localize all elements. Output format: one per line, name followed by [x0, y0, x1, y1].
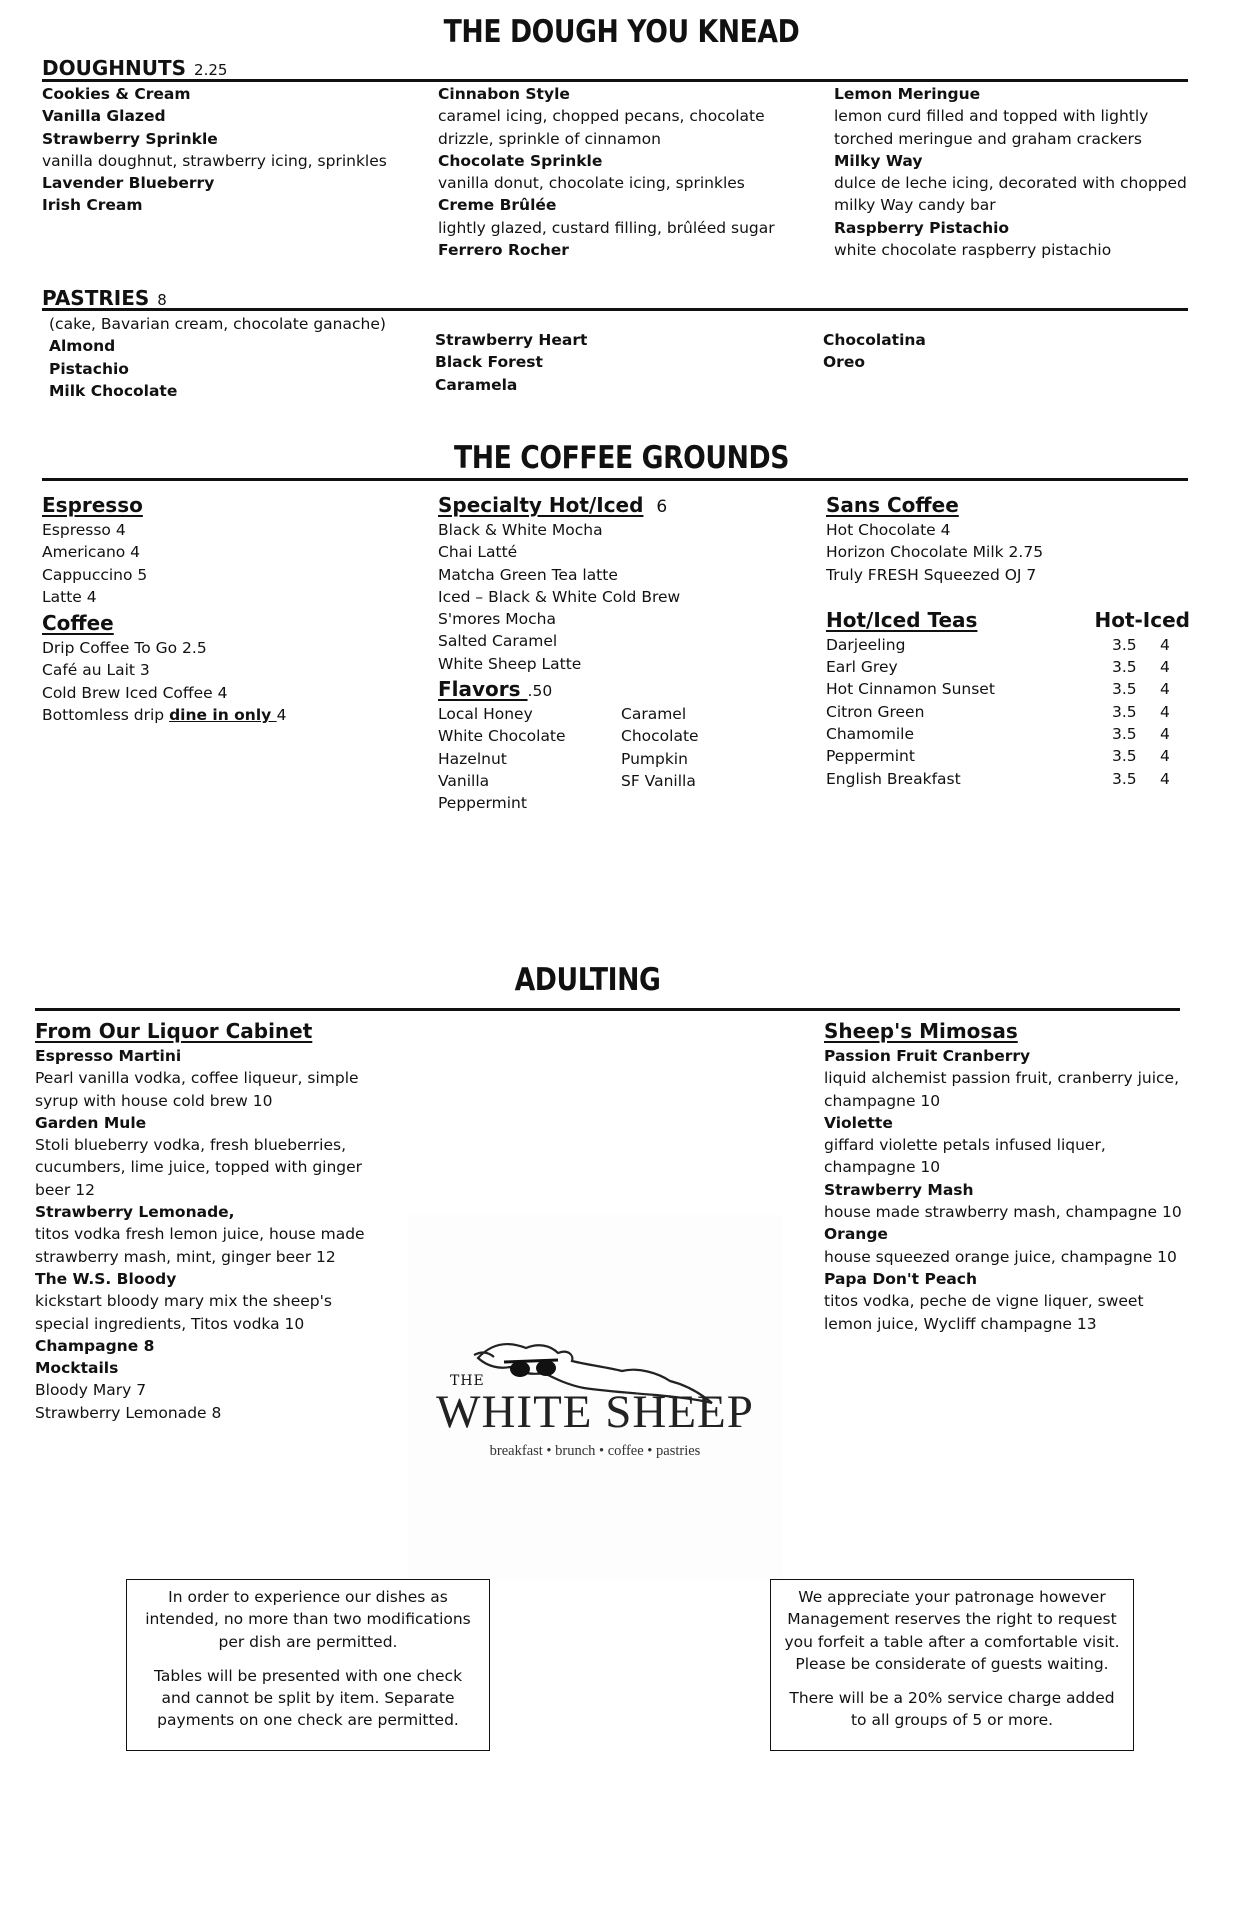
- bottomless-drip-label: Bottomless drip: [42, 706, 170, 725]
- doughnut-line-4: Chocolate Sprinkle: [438, 151, 603, 170]
- flavor-item-2: White Chocolate: [438, 727, 566, 746]
- espresso-list: [42, 519, 287, 608]
- tea-hot-price: 3.5: [1112, 769, 1137, 788]
- tea-row: [826, 768, 1190, 790]
- tea-iced-price: 4: [1160, 702, 1170, 721]
- liquor-line-11: The W.S. Bloody: [35, 1269, 177, 1288]
- pastries-price: 8: [157, 291, 167, 309]
- espresso-coffee-column: [42, 491, 287, 726]
- doughnut-line-8: white chocolate raspberry pistachio: [834, 241, 1112, 260]
- pastry-line-3: Caramela: [435, 375, 518, 394]
- mimosa-line-5: giffard violette petals infused liquer,: [824, 1136, 1106, 1155]
- mimosa-line-11: Papa Don't Peach: [824, 1269, 978, 1288]
- tea-iced-price: 4: [1160, 747, 1170, 766]
- doughnut-line-2: lemon curd filled and topped with lightly: [834, 107, 1149, 126]
- white-sheep-logo: [408, 1215, 782, 1580]
- mimosa-line-8: house made strawberry mash, champagne 10: [824, 1203, 1182, 1222]
- tea-iced-price: 4: [1160, 658, 1170, 677]
- sans-coffee-item-2: Horizon Chocolate Milk 2.75: [826, 543, 1044, 562]
- doughnut-line-5: Lavender Blueberry: [42, 174, 215, 193]
- pastry-line-1: Chocolatina: [823, 331, 926, 349]
- doughnut-line-8: Ferrero Rocher: [438, 241, 569, 260]
- doughnut-line-3: Strawberry Sprinkle: [42, 129, 218, 148]
- doughnut-line-2: Vanilla Glazed: [42, 107, 166, 126]
- tea-name: Peppermint: [826, 747, 915, 766]
- split-check-notice-text: Tables will be presented with one check and cannot be split by item. Separate payments on one check are permitted.: [153, 1666, 463, 1730]
- liquor-line-1: Espresso Martini: [35, 1047, 182, 1065]
- mimosa-line-13: lemon juice, Wycliff champagne 13: [824, 1314, 1097, 1333]
- specialty-item-3: Matcha Green Tea latte: [438, 565, 618, 584]
- flavor-item-2: Chocolate: [621, 727, 699, 746]
- tea-hot-price: 3.5: [1112, 747, 1137, 766]
- sans-coffee-heading: Sans Coffee: [826, 493, 959, 517]
- doughnut-line-3: drizzle, sprinkle of cinnamon: [438, 129, 661, 148]
- liquor-heading: From Our Liquor Cabinet: [35, 1019, 313, 1043]
- doughnut-line-7: lightly glazed, custard filling, brûléed sugar: [438, 218, 775, 237]
- tea-iced-price: 4: [1160, 769, 1170, 788]
- liquor-line-12: kickstart bloody mary mix the sheep's: [35, 1292, 332, 1311]
- doughnut-line-4: Milky Way: [834, 151, 923, 170]
- mimosa-line-10: house squeezed orange juice, champagne 10: [824, 1247, 1177, 1266]
- espresso-item-4: Latte 4: [42, 587, 97, 606]
- tea-iced-price: 4: [1160, 635, 1170, 654]
- doughnut-line-3: torched meringue and graham crackers: [834, 129, 1142, 148]
- service-charge-notice-text: There will be a 20% service charge added to all groups of 5 or more.: [789, 1689, 1115, 1730]
- tea-name: Citron Green: [826, 702, 925, 721]
- specialty-column: [438, 491, 699, 815]
- pastry-line-2: Black Forest: [435, 353, 543, 372]
- pastry-line-1: Strawberry Heart: [435, 331, 588, 349]
- coffee-rule: [42, 478, 1188, 481]
- doughnuts-rule: [42, 79, 1188, 82]
- liquor-line-16: Bloody Mary 7: [35, 1381, 147, 1400]
- doughnuts-column-2: [438, 83, 775, 261]
- espresso-item-2: Americano 4: [42, 543, 141, 562]
- flavors-heading: Flavors: [438, 677, 528, 702]
- sans-coffee-column: [826, 491, 1190, 790]
- doughnuts-column-3: [834, 83, 1187, 261]
- specialty-item-5: S'mores Mocha: [438, 610, 556, 629]
- teas-heading-row: [826, 606, 1190, 634]
- flavor-item-1: Caramel: [621, 705, 687, 724]
- logo-tagline: breakfast • brunch • coffee • pastries: [489, 1443, 701, 1459]
- tea-row: [826, 701, 1190, 723]
- teas-heading: Hot/Iced Teas: [826, 607, 978, 632]
- specialty-heading-row: [438, 491, 699, 519]
- doughnuts-heading-label: DOUGHNUTS: [42, 56, 187, 80]
- specialty-item-1: Black & White Mocha: [438, 521, 603, 539]
- coffee-list: [42, 637, 287, 704]
- tea-row: [826, 634, 1190, 656]
- liquor-line-4: Garden Mule: [35, 1113, 147, 1132]
- flavor-item-4: SF Vanilla: [621, 771, 696, 790]
- adulting-rule: [35, 1008, 1180, 1011]
- tea-hot-price: 3.5: [1112, 680, 1137, 699]
- flavor-item-1: Local Honey: [438, 705, 533, 724]
- doughnut-line-6: Creme Brûlée: [438, 196, 557, 215]
- pastries-heading: [42, 286, 167, 310]
- coffee-item-3: Cold Brew Iced Coffee 4: [42, 683, 228, 702]
- specialty-item-7: White Sheep Latte: [438, 654, 582, 673]
- specialty-heading: Specialty Hot/Iced: [438, 493, 644, 517]
- mimosa-line-6: champagne 10: [824, 1158, 941, 1177]
- logo-the-text: THE: [450, 1373, 485, 1389]
- flavors-grid: [438, 703, 699, 814]
- liquor-line-10: strawberry mash, mint, ginger beer 12: [35, 1247, 336, 1266]
- sans-coffee-item-1: Hot Chocolate 4: [826, 521, 951, 539]
- specialty-price: 6: [656, 497, 668, 517]
- bottomless-drip-item: [42, 704, 287, 726]
- tea-name: Hot Cinnamon Sunset: [826, 680, 995, 699]
- pastries-column-3: [823, 329, 926, 374]
- flavors-heading-row: [438, 675, 699, 703]
- specialty-item-2: Chai Latté: [438, 543, 518, 562]
- liquor-line-5: Stoli blueberry vodka, fresh blueberries,: [35, 1136, 346, 1155]
- liquor-line-7: beer 12: [35, 1180, 95, 1199]
- liquor-line-17: Strawberry Lemonade 8: [35, 1403, 222, 1422]
- specialty-list: [438, 519, 699, 675]
- dough-section-title: THE DOUGH YOU KNEAD: [443, 14, 800, 50]
- modifications-notice-text: In order to experience our dishes as intended, no more than two modifications per dish are permitted.: [145, 1588, 471, 1651]
- liquor-line-15: Mocktails: [35, 1359, 119, 1378]
- adulting-section-title: ADULTING: [514, 962, 661, 998]
- pastries-heading-label: PASTRIES: [42, 286, 150, 310]
- tea-iced-price: 4: [1160, 725, 1170, 744]
- doughnut-line-4: vanilla doughnut, strawberry icing, sprinkles: [42, 151, 387, 170]
- sans-coffee-list: [826, 519, 1190, 586]
- liquor-list: [35, 1045, 365, 1424]
- tea-iced-price: 4: [1160, 680, 1170, 699]
- doughnut-line-5: dulce de leche icing, decorated with chopped: [834, 174, 1187, 193]
- teas-price-columns-heading: Hot-Iced: [1094, 607, 1190, 632]
- coffee-section-title: THE COFFEE GROUNDS: [454, 440, 789, 476]
- pastry-line-4: Milk Chocolate: [49, 381, 178, 400]
- liquor-line-2: Pearl vanilla vodka, coffee liqueur, simple: [35, 1069, 359, 1088]
- tea-hot-price: 3.5: [1112, 725, 1137, 744]
- doughnut-line-1: Lemon Meringue: [834, 85, 981, 103]
- doughnuts-heading: [42, 56, 227, 80]
- specialty-item-4: Iced – Black & White Cold Brew: [438, 587, 681, 606]
- doughnut-line-5: vanilla donut, chocolate icing, sprinkles: [438, 174, 745, 193]
- doughnut-line-2: caramel icing, chopped pecans, chocolate: [438, 107, 765, 126]
- espresso-heading: Espresso: [42, 493, 143, 517]
- coffee-heading: Coffee: [42, 611, 114, 636]
- mimosa-line-2: liquid alchemist passion fruit, cranberry juice,: [824, 1069, 1180, 1088]
- table-policy-notice-text: We appreciate your patronage however Management reserves the right to request you forfeit a table after a comfortable visit. Please be considerate of guests waiting.: [784, 1588, 1120, 1673]
- tea-row: [826, 656, 1190, 678]
- mimosas-column: [824, 1017, 1182, 1335]
- flavors-left-list: [438, 703, 621, 814]
- logo-name-text: WHITE SHEEP: [436, 1386, 754, 1438]
- doughnuts-price: 2.25: [194, 61, 228, 79]
- liquor-line-9: titos vodka fresh lemon juice, house made: [35, 1225, 365, 1244]
- mimosa-line-7: Strawberry Mash: [824, 1180, 974, 1199]
- pastry-line-3: Pistachio: [49, 359, 129, 378]
- flavor-item-3: Hazelnut: [438, 749, 507, 768]
- tea-name: English Breakfast: [826, 769, 961, 788]
- mimosas-heading: Sheep's Mimosas: [824, 1019, 1018, 1043]
- espresso-item-3: Cappuccino 5: [42, 565, 148, 584]
- teas-list: [826, 634, 1190, 790]
- mimosa-line-1: Passion Fruit Cranberry: [824, 1047, 1031, 1065]
- specialty-item-6: Salted Caramel: [438, 632, 558, 651]
- tea-row: [826, 745, 1190, 767]
- flavor-item-4: Vanilla: [438, 771, 490, 790]
- liquor-column: [35, 1017, 365, 1424]
- liquor-line-3: syrup with house cold brew 10: [35, 1091, 273, 1110]
- liquor-line-6: cucumbers, lime juice, topped with ginger: [35, 1158, 363, 1177]
- pastry-line-2: Oreo: [823, 353, 865, 372]
- espresso-item-1: Espresso 4: [42, 521, 126, 539]
- mimosa-line-4: Violette: [824, 1113, 893, 1132]
- doughnut-line-6: milky Way candy bar: [834, 196, 996, 215]
- liquor-line-8: Strawberry Lemonade,: [35, 1203, 235, 1222]
- doughnut-line-6: Irish Cream: [42, 196, 143, 215]
- pastries-column-1: [49, 313, 386, 402]
- table-policy-notice: [770, 1579, 1134, 1751]
- flavors-price: .50: [527, 682, 553, 701]
- tea-row: [826, 678, 1190, 700]
- doughnut-line-7: Raspberry Pistachio: [834, 218, 1010, 237]
- bottomless-drip-price: 4: [276, 706, 287, 725]
- mimosa-line-3: champagne 10: [824, 1091, 941, 1110]
- tea-hot-price: 3.5: [1112, 635, 1137, 654]
- coffee-item-2: Café au Lait 3: [42, 661, 150, 680]
- tea-name: Earl Grey: [826, 658, 898, 677]
- coffee-item-1: Drip Coffee To Go 2.5: [42, 639, 207, 658]
- tea-hot-price: 3.5: [1112, 702, 1137, 721]
- sans-coffee-item-3: Truly FRESH Squeezed OJ 7: [826, 565, 1037, 584]
- flavor-item-5: Peppermint: [438, 794, 527, 813]
- tea-row: [826, 723, 1190, 745]
- pastry-line-1: (cake, Bavarian cream, chocolate ganache): [49, 315, 386, 333]
- mimosas-list: [824, 1045, 1182, 1335]
- tea-hot-price: 3.5: [1112, 658, 1137, 677]
- mimosa-line-9: Orange: [824, 1225, 888, 1244]
- dine-in-only-note: dine in only: [169, 706, 277, 725]
- mimosa-line-12: titos vodka, peche de vigne liquer, sweet: [824, 1292, 1144, 1311]
- liquor-line-13: special ingredients, Titos vodka 10: [35, 1314, 305, 1333]
- flavors-right-list: [621, 703, 699, 814]
- tea-name: Chamomile: [826, 725, 914, 744]
- modifications-notice: [126, 1579, 490, 1751]
- tea-name: Darjeeling: [826, 635, 906, 654]
- liquor-line-14: Champagne 8: [35, 1336, 155, 1355]
- flavor-item-3: Pumpkin: [621, 749, 688, 768]
- pastries-column-2: [435, 329, 587, 396]
- doughnuts-column-1: [42, 83, 387, 217]
- pastries-rule: [42, 308, 1188, 311]
- doughnut-line-1: Cinnabon Style: [438, 85, 570, 103]
- pastry-line-2: Almond: [49, 337, 116, 356]
- doughnut-line-1: Cookies & Cream: [42, 85, 191, 103]
